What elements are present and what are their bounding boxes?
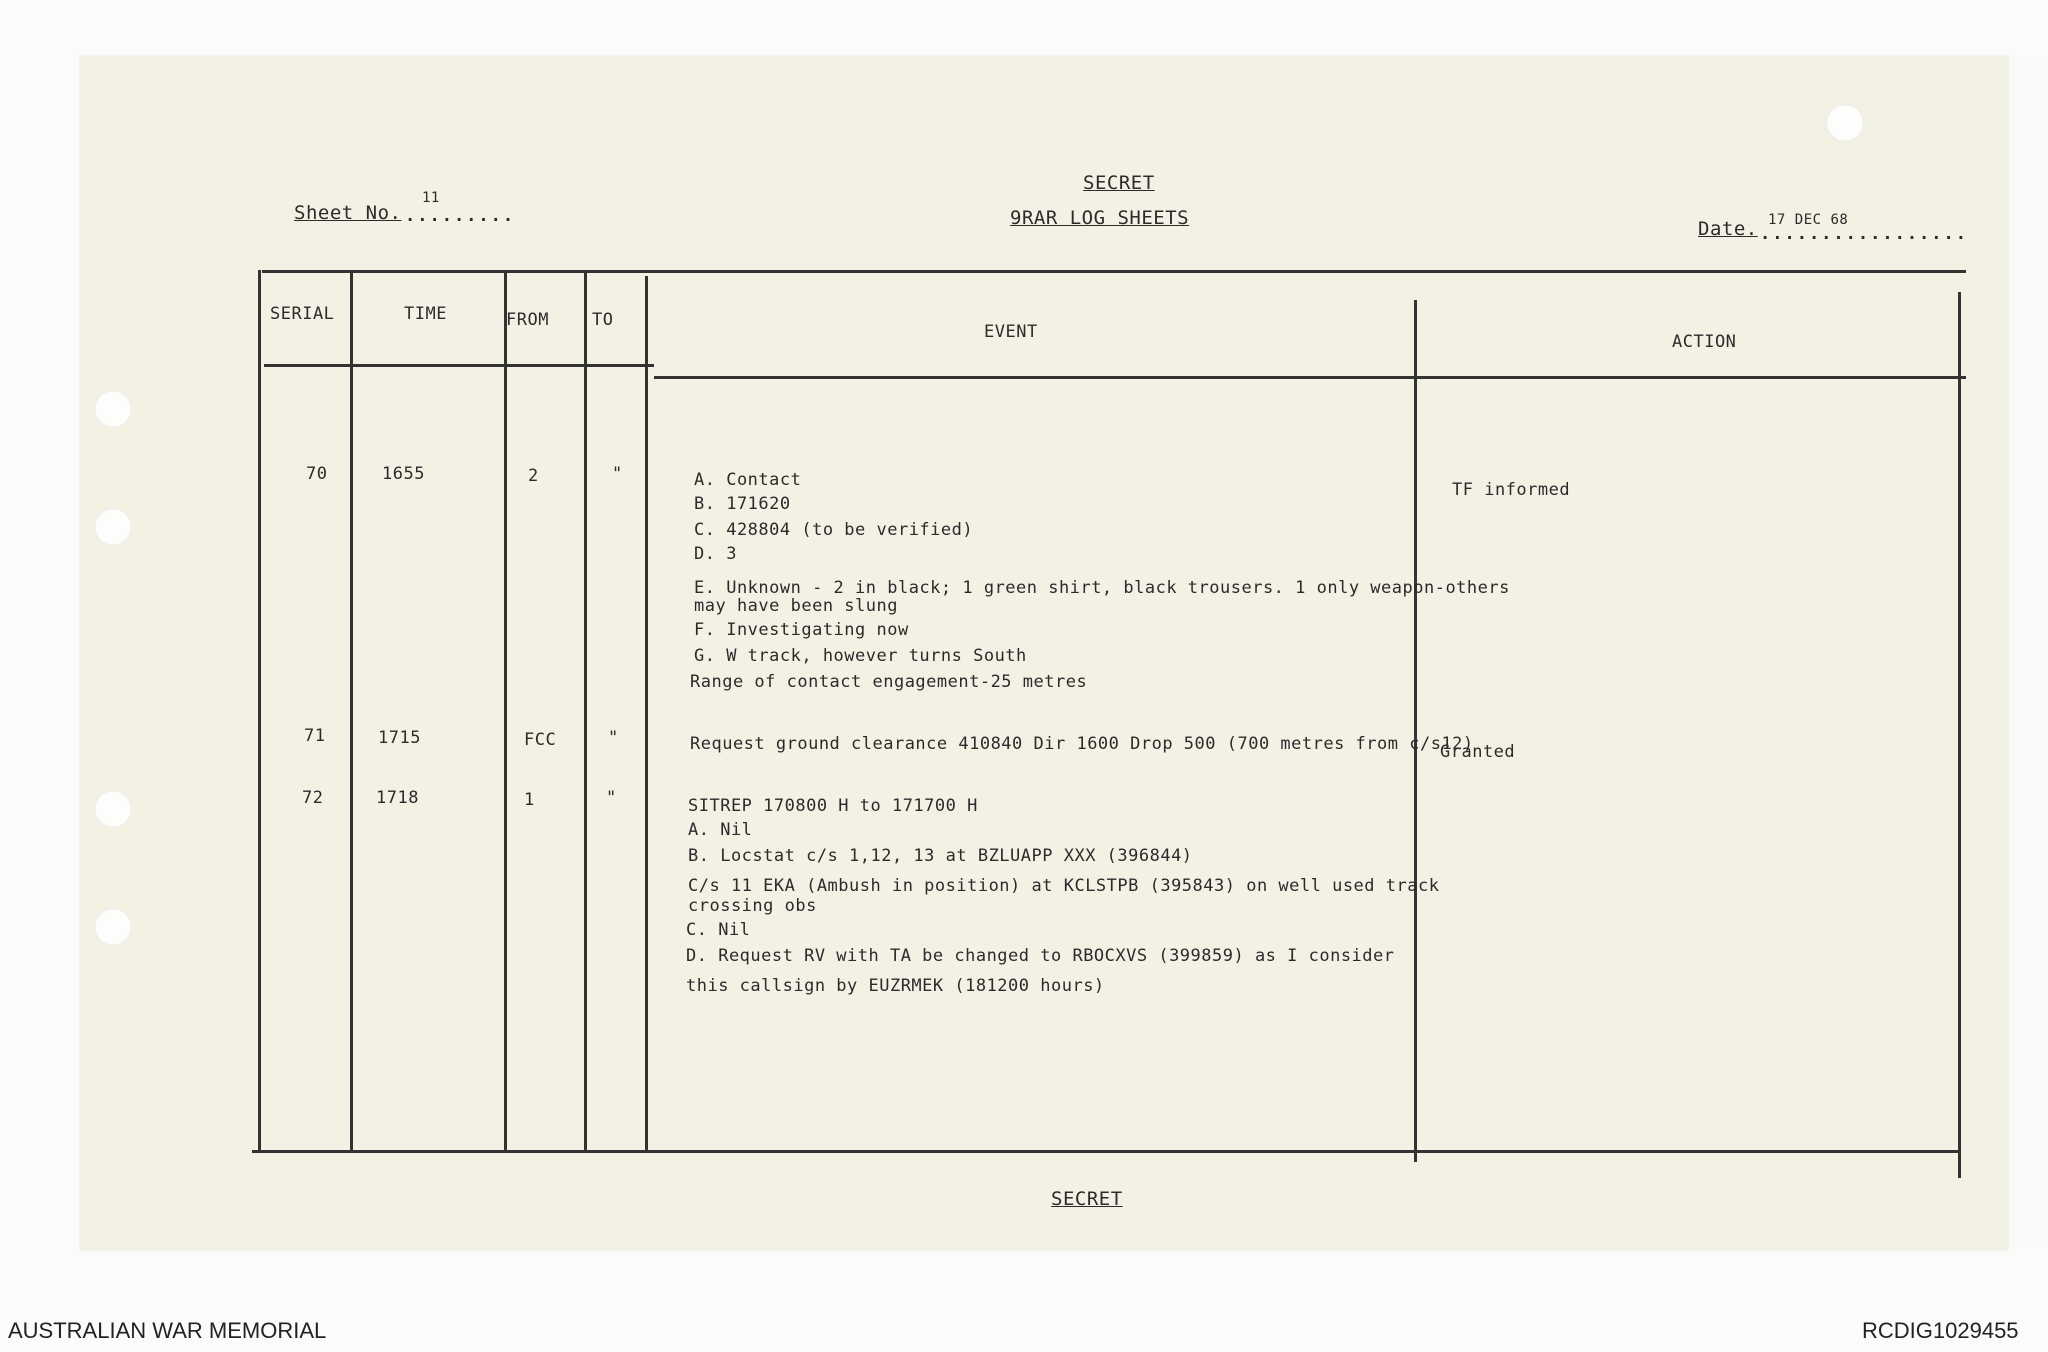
entry-event-line: D. 3 <box>694 544 737 564</box>
catalogue-id: RCDIG1029455 <box>1862 1318 2019 1343</box>
document-title: 9RAR LOG SHEETS <box>1010 207 1190 229</box>
entry-event-line: may have been slung <box>694 596 898 616</box>
column-header-from: FROM <box>506 310 549 330</box>
publisher-credit: AUSTRALIAN WAR MEMORIAL <box>8 1318 327 1343</box>
entry-from: FCC <box>524 730 557 750</box>
punch-hole <box>94 508 132 546</box>
punch-hole <box>94 790 132 828</box>
scan-left-margin <box>0 58 82 1248</box>
scan-top-margin <box>0 0 2048 58</box>
scan-right-margin <box>2006 58 2048 1248</box>
table-header-divider <box>264 364 654 367</box>
column-header-time: TIME <box>404 304 447 324</box>
entry-event-line: Request ground clearance 410840 Dir 1600 Drop 500 (700 metres from c/s12) <box>690 734 1474 754</box>
entry-to: " <box>612 464 623 484</box>
entry-event-line: C. Nil <box>686 920 751 940</box>
column-header-to: TO <box>592 310 614 330</box>
sheet-label: Sheet No. <box>294 202 402 224</box>
punch-hole <box>94 390 132 428</box>
table-top-border <box>262 270 1966 273</box>
punch-hole <box>1826 104 1864 142</box>
date-value: 17 DEC 68 <box>1768 212 1849 228</box>
entry-event-line: B. 171620 <box>694 494 791 514</box>
column-divider <box>1414 300 1417 1162</box>
entry-event-line: A. Nil <box>688 820 753 840</box>
entry-event-line: F. Investigating now <box>694 620 909 640</box>
entry-from: 2 <box>528 466 539 486</box>
table-right-border <box>1958 292 1961 1178</box>
sheet-number: 11 <box>422 190 440 206</box>
entry-time: 1715 <box>378 728 421 748</box>
entry-from: 1 <box>524 790 535 810</box>
date-dots: ................. <box>1760 224 1968 244</box>
classification-bottom: SECRET <box>1051 1188 1123 1210</box>
entry-time: 1655 <box>382 464 425 484</box>
entry-event-line: B. Locstat c/s 1,12, 13 at BZLUAPP XXX (396844) <box>688 846 1193 866</box>
entry-event-line: this callsign by EUZRMEK (181200 hours) <box>686 976 1105 996</box>
entry-action: TF informed <box>1452 480 1571 500</box>
table-left-border <box>258 270 261 1152</box>
entry-event-line: D. Request RV with TA be changed to RBOCXVS (399859) as I consider <box>686 946 1395 966</box>
entry-serial: 70 <box>306 464 328 484</box>
entry-event-line: A. Contact <box>694 470 802 490</box>
column-header-action: ACTION <box>1672 332 1737 352</box>
table-header-divider <box>654 376 1966 379</box>
sheet-dots: ......... <box>405 206 516 226</box>
column-header-serial: SERIAL <box>270 304 335 324</box>
entry-serial: 72 <box>302 788 324 808</box>
column-header-event: EVENT <box>984 322 1038 342</box>
column-divider <box>584 270 587 1152</box>
column-divider <box>645 276 648 1152</box>
entry-action: Granted <box>1440 742 1516 762</box>
table-bottom-border <box>252 1150 1958 1153</box>
column-divider <box>350 270 353 1152</box>
entry-time: 1718 <box>376 788 419 808</box>
date-label: Date. <box>1698 218 1758 240</box>
classification-top: SECRET <box>1083 172 1155 194</box>
entry-event-line: E. Unknown - 2 in black; 1 green shirt, black trousers. 1 only weapon-others <box>694 578 1510 598</box>
entry-event-line: Range of contact engagement-25 metres <box>690 672 1088 692</box>
entry-event-line: crossing obs <box>688 896 817 916</box>
entry-serial: 71 <box>304 726 326 746</box>
entry-event-line: SITREP 170800 H to 171700 H <box>688 796 978 816</box>
entry-event-line: C/s 11 EKA (Ambush in position) at KCLSTPB (395843) on well used track <box>688 876 1440 896</box>
punch-hole <box>94 908 132 946</box>
entry-event-line: C. 428804 (to be verified) <box>694 520 974 540</box>
column-divider <box>504 270 507 1152</box>
entry-event-line: G. W track, however turns South <box>694 646 1027 666</box>
entry-to: " <box>608 728 619 748</box>
entry-to: " <box>606 788 617 808</box>
